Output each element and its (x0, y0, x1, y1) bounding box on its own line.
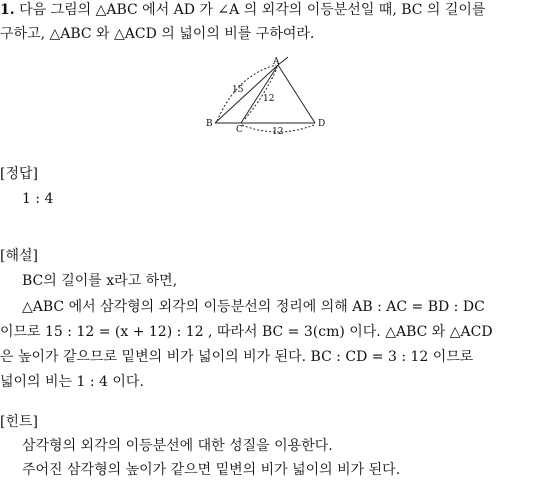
answer-heading: [정답] (0, 166, 38, 182)
label-c: C (236, 125, 243, 135)
explanation-line-5: 넓이의 비는 1 : 4 이다. (0, 374, 144, 390)
length-ab: 15 (232, 85, 244, 95)
hint-heading: [힌트] (0, 414, 38, 430)
explanation-line-1: BC의 길이를 x라고 하면, (22, 273, 178, 289)
label-b: B (206, 119, 213, 129)
label-d: D (318, 119, 326, 129)
problem-text-1: 다음 그림의 △ABC 에서 AD 가 ∠A 의 외각의 이등분선일 때, BC 의 길이를 (19, 2, 486, 18)
hint-line-1: 삼각형의 외각의 이등분선에 대한 성질을 이용한다. (22, 438, 333, 454)
problem-line-1 (0, 0, 485, 20)
problem-number: 1. (0, 2, 15, 18)
label-a: A (273, 57, 280, 67)
extension-line (278, 57, 288, 65)
triangle-figure (205, 55, 335, 135)
explanation-line-4: 은 높이가 같으므로 밑변의 비가 넓이의 비가 된다. BC : CD = 3 : 12 이므로 (0, 349, 474, 365)
hint-line-2: 주어진 삼각형의 높이가 같으면 밑변의 비가 넓이의 비가 된다. (22, 462, 401, 478)
segment-ad (278, 65, 315, 123)
length-cd: 12 (272, 127, 284, 135)
explanation-line-2: △ABC 에서 삼각형의 외각의 이등분선의 정리에 의해 AB : AC = BD : DC (22, 299, 485, 315)
answer-value: 1 : 4 (22, 191, 54, 207)
explanation-line-3: 이므로 15 : 12 = (x + 12) : 12 , 따라서 BC = 3(cm) 이다. △ABC 와 △ACD (0, 324, 493, 340)
problem-text-2: 구하고, △ABC 와 △ACD 의 넓이의 비를 구하여라. (0, 26, 315, 42)
length-ac: 12 (263, 94, 275, 104)
explanation-heading: [해설] (0, 248, 38, 264)
